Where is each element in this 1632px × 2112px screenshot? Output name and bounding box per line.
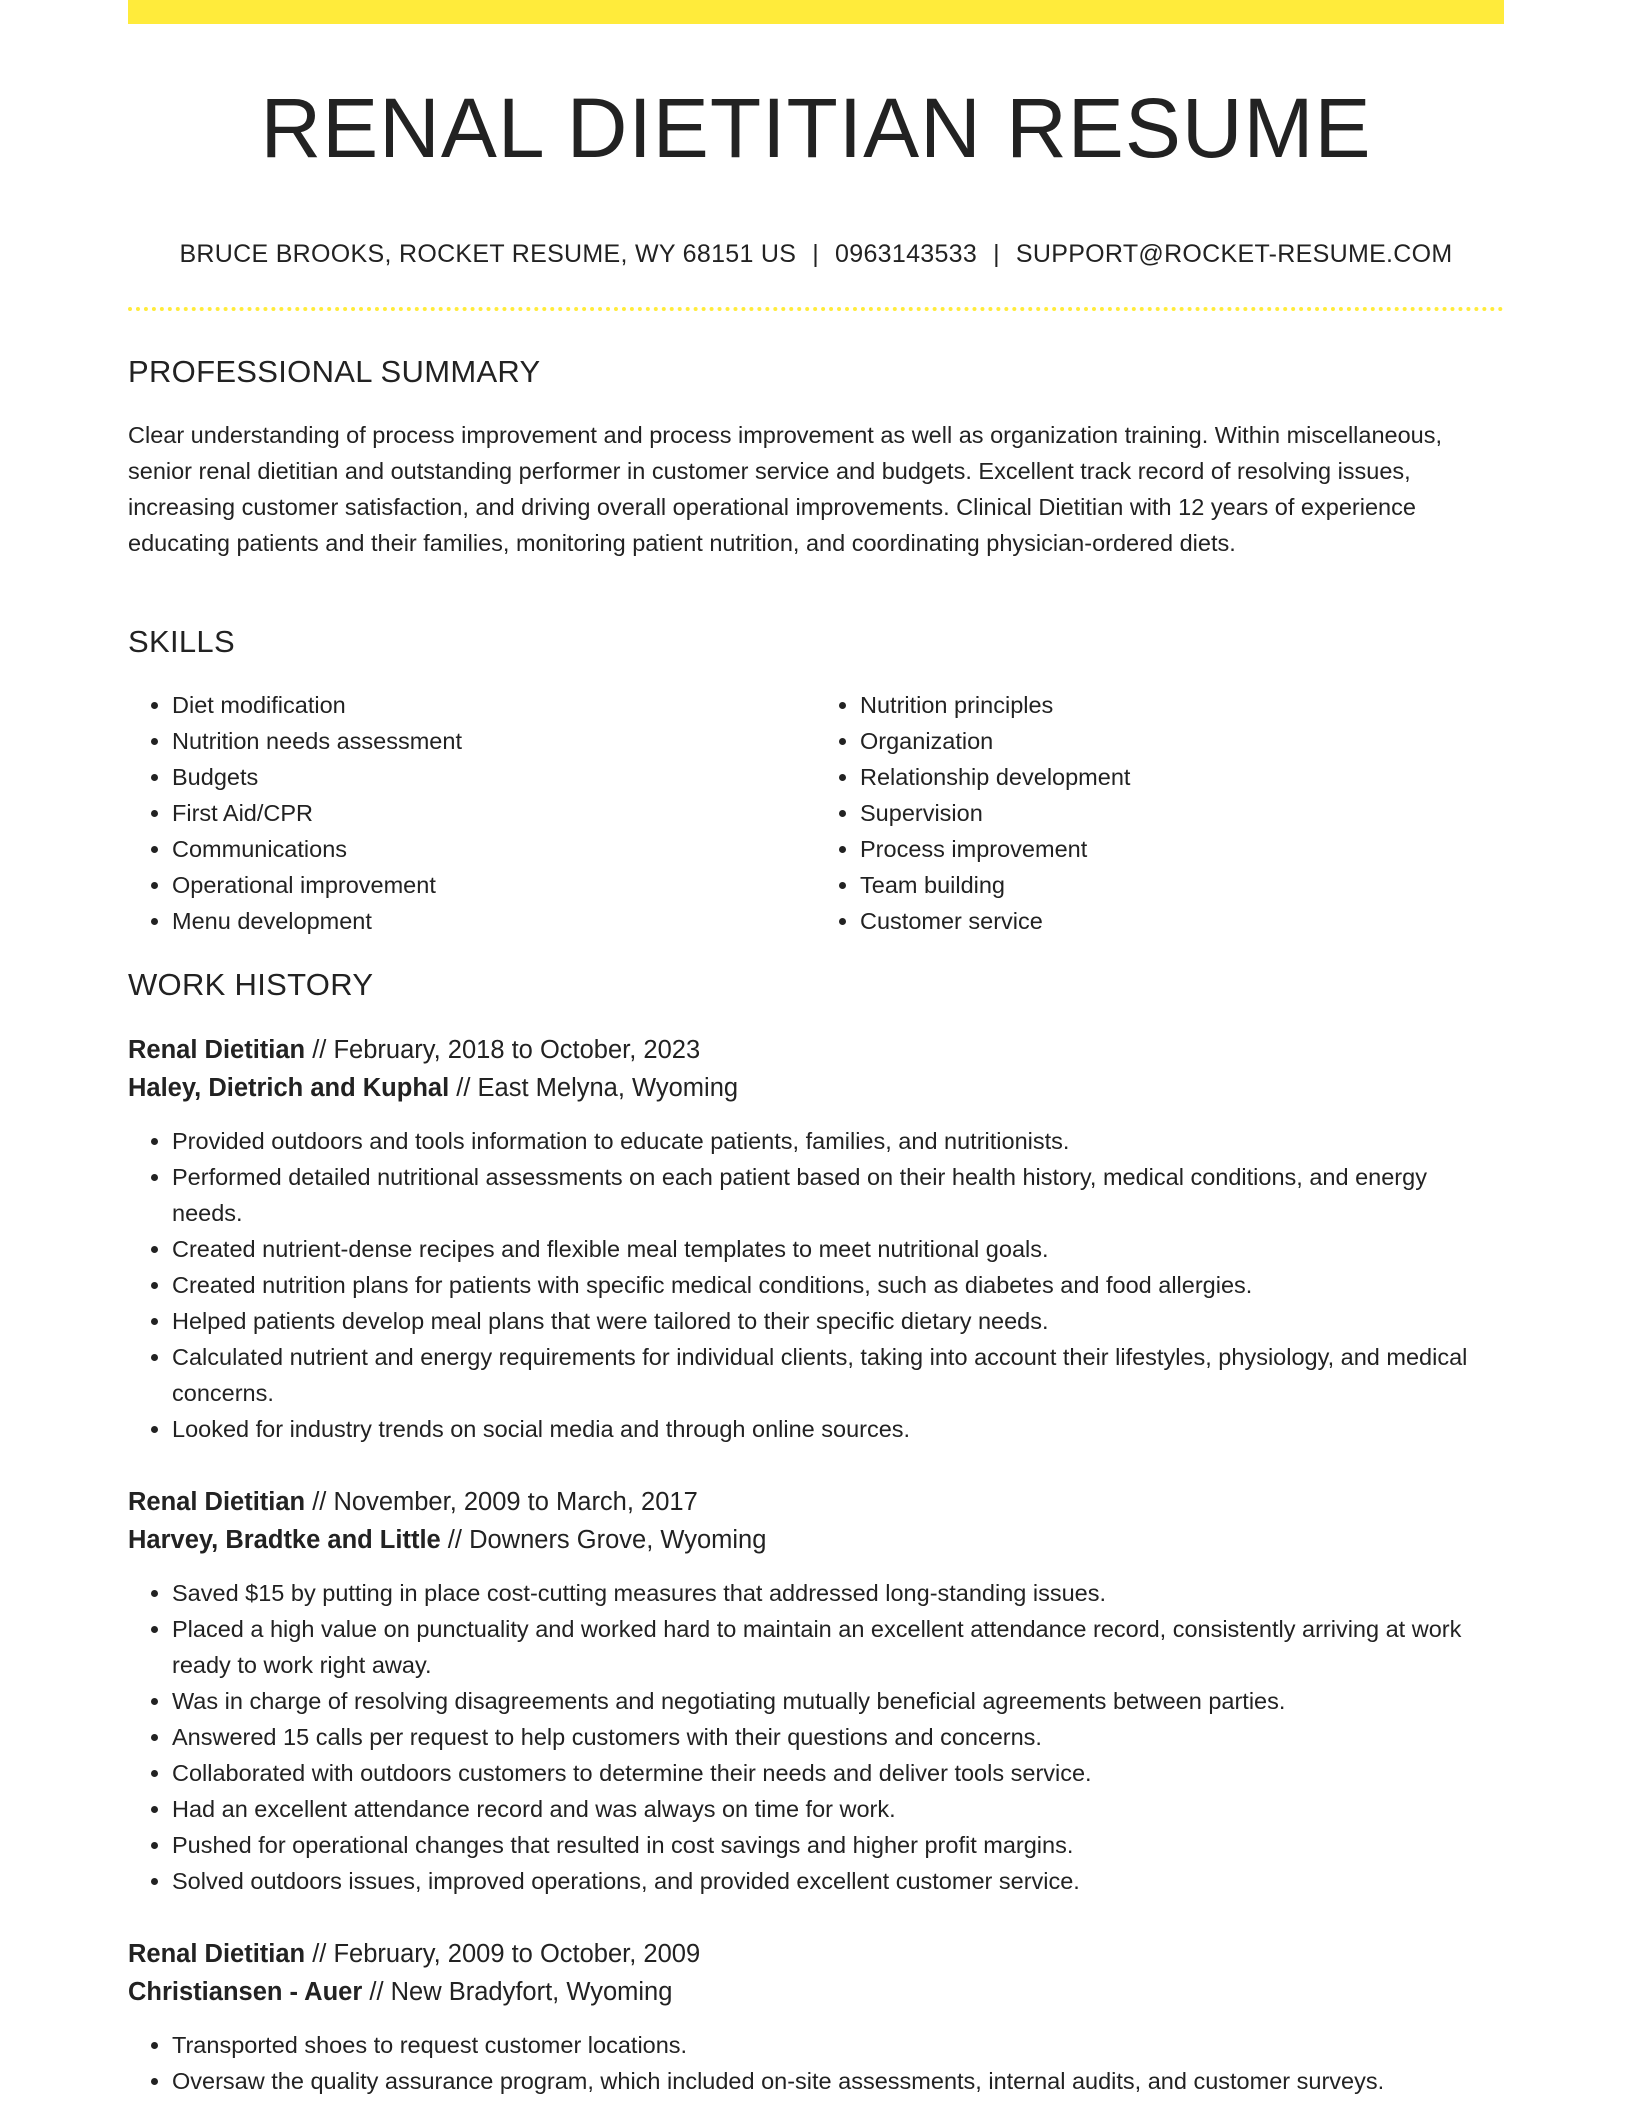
job-dates: November, 2009 to March, 2017 [333, 1488, 698, 1516]
job-company: Haley, Dietrich and Kuphal [128, 1074, 450, 1102]
top-accent-bar [128, 0, 1504, 24]
job-company-line [128, 1973, 1504, 2011]
job-title-line [128, 1483, 1504, 1521]
job-bullets [128, 1575, 1504, 1899]
skills-heading: SKILLS [128, 624, 235, 659]
skill-item: • Supervision [860, 795, 1504, 831]
skill-item: • Relationship development [860, 759, 1504, 795]
job-bullet: • Had an excellent attendance record and was always on time for work. [172, 1791, 1504, 1827]
job-bullet: • Transported shoes to request customer locations. [172, 2027, 1504, 2063]
job-title: Renal Dietitian [128, 1488, 306, 1516]
job-separator: // [449, 1074, 478, 1102]
job-bullet: • Solved outdoors issues, improved operations, and provided excellent customer service. [172, 1863, 1504, 1899]
contact-separator: | [812, 240, 820, 268]
job-bullet: • Performed detailed nutritional assessments on each patient based on their health history, medical conditions, and energy needs. [172, 1159, 1504, 1231]
job-location: New Bradyfort, Wyoming [390, 1978, 673, 2006]
job-entry [128, 1483, 1504, 1899]
job-entry [128, 1031, 1504, 1447]
job-separator: // [305, 1488, 334, 1516]
skill-item: • Budgets [172, 759, 816, 795]
job-bullet: • Created nutrient-dense recipes and flexible meal templates to meet nutritional goals. [172, 1231, 1504, 1267]
skill-item: • Menu development [172, 903, 816, 939]
job-company-line [128, 1521, 1504, 1559]
skill-item: • Team building [860, 867, 1504, 903]
job-company: Christiansen - Auer [128, 1978, 363, 2006]
job-bullet: • Provided outdoors and tools information to educate patients, families, and nutritionists. [172, 1123, 1504, 1159]
contact-line [128, 240, 1504, 269]
job-bullet: • Oversaw the quality assurance program, which included on-site assessments, internal audits, and customer surveys. [172, 2063, 1504, 2099]
summary-heading: PROFESSIONAL SUMMARY [128, 354, 541, 389]
skill-item: • First Aid/CPR [172, 795, 816, 831]
job-separator: // [305, 1940, 334, 1968]
resume-title: RENAL DIETITIAN RESUME [260, 81, 1372, 175]
job-location: East Melyna, Wyoming [477, 1074, 739, 1102]
job-separator: // [440, 1526, 470, 1554]
job-title-line [128, 1935, 1504, 1973]
job-bullets [128, 2027, 1504, 2099]
dotted-divider [128, 307, 1504, 311]
skill-item: • Nutrition needs assessment [172, 723, 816, 759]
contact-phone: 0963143533 [835, 240, 978, 268]
job-bullet: • Pushed for operational changes that resulted in cost savings and higher profit margins. [172, 1827, 1504, 1863]
work-history-heading: WORK HISTORY [128, 967, 374, 1002]
skill-item: • Customer service [860, 903, 1504, 939]
job-bullet: • Created nutrition plans for patients with specific medical conditions, such as diabetes and food allergies. [172, 1267, 1504, 1303]
job-bullet: • Helped patients develop meal plans that were tailored to their specific dietary needs. [172, 1303, 1504, 1339]
contact-separator: | [993, 240, 1000, 268]
job-company-line [128, 1069, 1504, 1107]
job-bullet: • Was in charge of resolving disagreements and negotiating mutually beneficial agreements between parties. [172, 1683, 1504, 1719]
skill-item: • Operational improvement [172, 867, 816, 903]
job-entry [128, 1935, 1504, 2099]
job-bullet: • Saved $15 by putting in place cost-cutting measures that addressed long-standing issues. [172, 1575, 1504, 1611]
skill-item: • Communications [172, 831, 816, 867]
job-separator: // [362, 1978, 391, 2006]
job-bullet: • Answered 15 calls per request to help customers with their questions and concerns. [172, 1719, 1504, 1755]
job-bullet: • Collaborated with outdoors customers to determine their needs and deliver tools service. [172, 1755, 1504, 1791]
job-bullet: • Looked for industry trends on social media and through online sources. [172, 1411, 1504, 1447]
job-bullets [128, 1123, 1504, 1447]
skills-list [128, 687, 1504, 939]
job-dates: February, 2009 to October, 2009 [333, 1940, 701, 1968]
job-dates: February, 2018 to October, 2023 [333, 1036, 701, 1064]
job-bullet: • Calculated nutrient and energy requirements for individual clients, taking into account their lifestyles, physiology, and medical concerns. [172, 1339, 1504, 1411]
skill-item: • Nutrition principles [860, 687, 1504, 723]
skill-item: • Diet modification [172, 687, 816, 723]
skill-item: • Organization [860, 723, 1504, 759]
job-company: Harvey, Bradtke and Little [128, 1526, 441, 1554]
skills-column-left [128, 687, 816, 939]
contact-email: SUPPORT@ROCKET-RESUME.COM [1015, 240, 1453, 268]
job-title: Renal Dietitian [128, 1036, 306, 1064]
job-title: Renal Dietitian [128, 1940, 306, 1968]
contact-address: BRUCE BROOKS, ROCKET RESUME, WY 68151 US [179, 240, 797, 268]
skills-column-right [816, 687, 1504, 939]
job-separator: // [305, 1036, 334, 1064]
job-bullet: • Placed a high value on punctuality and worked hard to maintain an excellent attendance record, consistently arriving at work ready to work right away. [172, 1611, 1504, 1683]
job-location: Downers Grove, Wyoming [469, 1526, 767, 1554]
job-title-line [128, 1031, 1504, 1069]
summary-text: Clear understanding of process improvement and process improvement as well as organization training. Within miscellaneous, senior renal dietitian and outstanding performer in customer service and budgets. Excellent track record of resolving issues, increasing customer satisfaction, and driving overall operational improvements. Clinical Dietitian with 12 years of experience educating patients and their families, monitoring patient nutrition, and coordinating physician-ordered diets. [128, 422, 1443, 556]
skill-item: • Process improvement [860, 831, 1504, 867]
